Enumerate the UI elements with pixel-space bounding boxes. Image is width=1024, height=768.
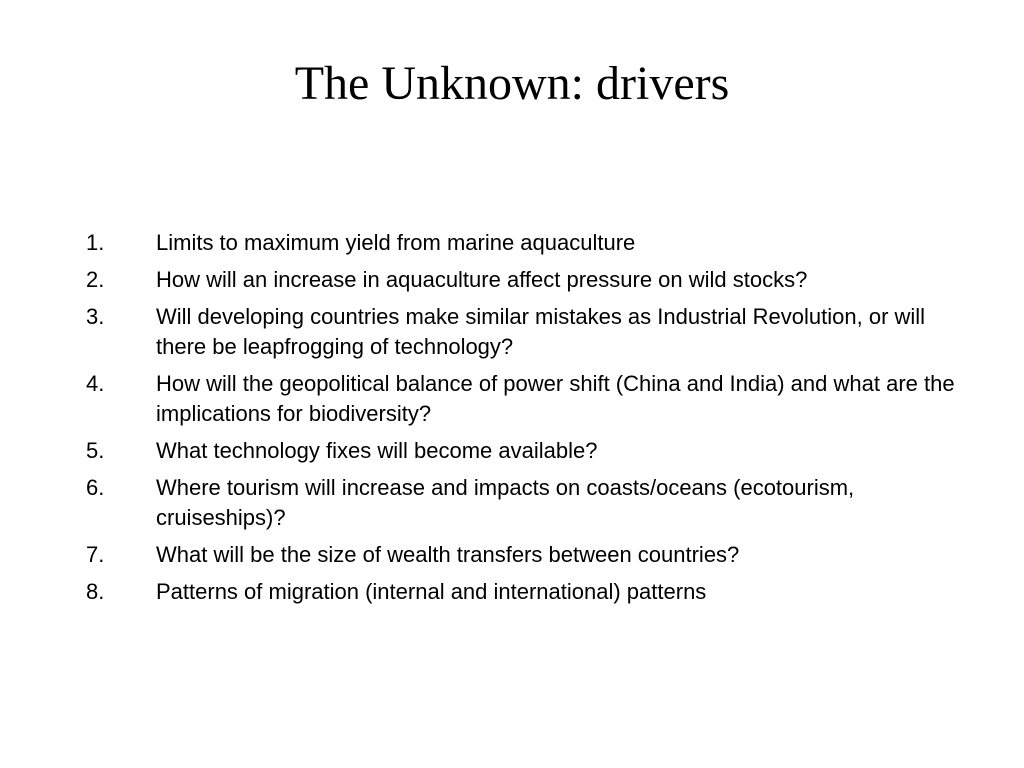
list-item-number: 7. — [86, 542, 105, 567]
list-item-text: Will developing countries make similar mistakes as Industrial Revolution, or will there be leapfrogging of technology? — [156, 304, 926, 359]
list-item-text: Where tourism will increase and impacts on coasts/oceans (ecotourism, cruiseships)? — [156, 475, 855, 530]
list-item — [86, 540, 956, 570]
list-item — [86, 436, 956, 466]
list-item — [86, 302, 956, 362]
list-item — [86, 228, 956, 258]
slide-title: The Unknown: drivers — [294, 57, 730, 110]
list-item — [86, 265, 956, 295]
list-item-number: 8. — [86, 579, 105, 604]
list-item-number: 5. — [86, 438, 105, 463]
list-item-text: How will an increase in aquaculture affect pressure on wild stocks? — [156, 267, 808, 292]
list-item-text: What technology fixes will become available? — [156, 438, 598, 463]
list-item-text: Patterns of migration (internal and international) patterns — [156, 579, 707, 604]
list-item — [86, 369, 956, 429]
list-item-number: 2. — [86, 267, 105, 292]
list-item-number: 1. — [86, 230, 105, 255]
list-item-text: How will the geopolitical balance of power shift (China and India) and what are the implications for biodiversity? — [156, 371, 955, 426]
list-item-number: 4. — [86, 371, 105, 396]
numbered-list — [86, 228, 956, 614]
list-item-number: 6. — [86, 475, 105, 500]
list-item-text: Limits to maximum yield from marine aquaculture — [156, 230, 636, 255]
list-item-number: 3. — [86, 304, 105, 329]
list-item — [86, 473, 956, 533]
list-item-text: What will be the size of wealth transfers between countries? — [156, 542, 740, 567]
list-item — [86, 577, 956, 607]
